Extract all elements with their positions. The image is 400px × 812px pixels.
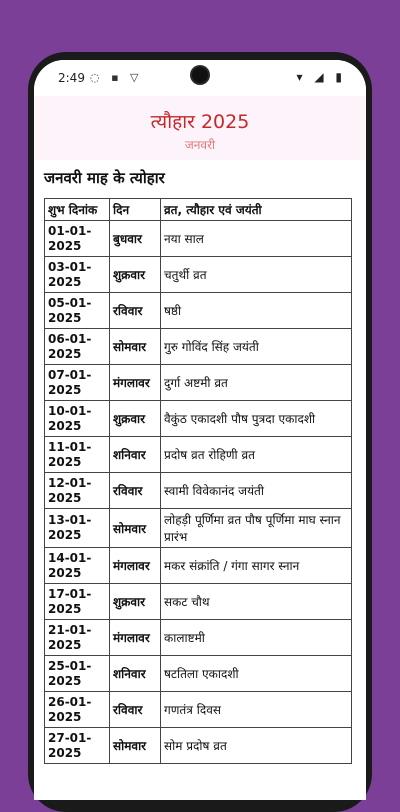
table-row: [45, 257, 352, 293]
date-cell: 10-01-2025: [45, 401, 110, 437]
table-row: [45, 584, 352, 620]
festival-cell: वैकुंठ एकादशी पौष पुत्रदा एकादशी: [161, 401, 352, 437]
date-cell: 12-01-2025: [45, 473, 110, 509]
date-cell: 25-01-2025: [45, 656, 110, 692]
festival-cell: षष्ठी: [161, 293, 352, 329]
day-cell: शनिवार: [110, 437, 161, 473]
festival-cell: सकट चौथ: [161, 584, 352, 620]
festival-cell: मकर संक्रांति / गंगा सागर स्नान: [161, 548, 352, 584]
festival-content[interactable]: [34, 160, 366, 800]
app-screen: [34, 60, 366, 800]
festival-cell: गणतंत्र दिवस: [161, 692, 352, 728]
festival-cell: स्वामी विवेकानंद जयंती: [161, 473, 352, 509]
table-row: [45, 365, 352, 401]
day-cell: शुक्रवार: [110, 401, 161, 437]
table-row: [45, 509, 352, 548]
column-header-date: शुभ दिनांक: [45, 199, 110, 221]
table-row: [45, 656, 352, 692]
table-row: [45, 401, 352, 437]
date-cell: 11-01-2025: [45, 437, 110, 473]
day-cell: रविवार: [110, 473, 161, 509]
table-row: [45, 329, 352, 365]
date-cell: 13-01-2025: [45, 509, 110, 548]
date-cell: 14-01-2025: [45, 548, 110, 584]
day-cell: शुक्रवार: [110, 257, 161, 293]
table-row: [45, 221, 352, 257]
system-status-icons: ▾ ◢ ▮: [296, 70, 346, 84]
status-bar: [34, 60, 366, 96]
day-cell: बुधवार: [110, 221, 161, 257]
festival-cell: दुर्गा अष्टमी व्रत: [161, 365, 352, 401]
page-title: त्यौहार 2025: [150, 111, 250, 133]
date-cell: 21-01-2025: [45, 620, 110, 656]
day-cell: रविवार: [110, 692, 161, 728]
day-cell: शुक्रवार: [110, 584, 161, 620]
table-row: [45, 293, 352, 329]
date-cell: 27-01-2025: [45, 728, 110, 764]
table-row: [45, 473, 352, 509]
table-header-row: [45, 199, 352, 221]
column-header-festival: व्रत, त्यौहार एवं जयंती: [161, 199, 352, 221]
festival-cell: कालाष्टमी: [161, 620, 352, 656]
day-cell: सोमवार: [110, 728, 161, 764]
section-title: जनवरी माह के त्योहार: [44, 169, 165, 187]
day-cell: मंगलावर: [110, 620, 161, 656]
month-subtitle: जनवरी: [184, 138, 216, 152]
festival-cell: षटतिला एकादशी: [161, 656, 352, 692]
date-cell: 01-01-2025: [45, 221, 110, 257]
day-cell: मंगलावर: [110, 365, 161, 401]
festival-cell: प्रदोष व्रत रोहिणी व्रत: [161, 437, 352, 473]
table-row: [45, 620, 352, 656]
date-cell: 03-01-2025: [45, 257, 110, 293]
day-cell: रविवार: [110, 293, 161, 329]
date-cell: 17-01-2025: [45, 584, 110, 620]
column-header-day: दिन: [110, 199, 161, 221]
festival-cell: गुरु गोविंद सिंह जयंती: [161, 329, 352, 365]
date-cell: 07-01-2025: [45, 365, 110, 401]
festival-table: [44, 198, 352, 764]
app-header: [34, 96, 366, 160]
date-cell: 06-01-2025: [45, 329, 110, 365]
table-row: [45, 692, 352, 728]
date-cell: 26-01-2025: [45, 692, 110, 728]
day-cell: सोमवार: [110, 509, 161, 548]
table-row: [45, 728, 352, 764]
day-cell: मंगलावर: [110, 548, 161, 584]
camera-cutout-icon: [192, 67, 208, 83]
festival-cell: नया साल: [161, 221, 352, 257]
table-row: [45, 548, 352, 584]
day-cell: शनिवार: [110, 656, 161, 692]
date-cell: 05-01-2025: [45, 293, 110, 329]
festival-cell: लोहड़ी पूर्णिमा व्रत पौष पूर्णिमा माघ स्नान प्रारंभ: [161, 509, 352, 548]
notification-icons: ◌ ▪ ▽: [90, 71, 143, 84]
status-time: 2:49: [58, 71, 85, 85]
festival-cell: चतुर्थी व्रत: [161, 257, 352, 293]
festival-cell: सोम प्रदोष व्रत: [161, 728, 352, 764]
day-cell: सोमवार: [110, 329, 161, 365]
table-row: [45, 437, 352, 473]
